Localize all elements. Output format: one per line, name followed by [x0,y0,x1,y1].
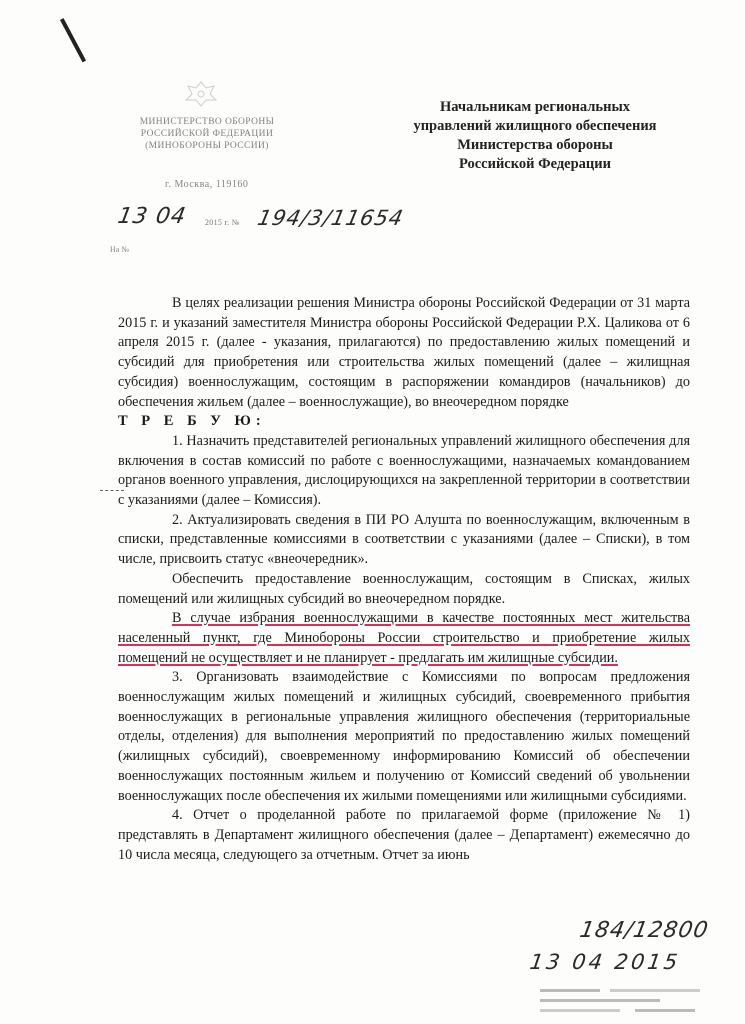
registration-year-label: 2015 г. № [205,218,240,227]
incoming-stamp-number: 184/12800 [577,918,711,943]
demand-heading: Т Р Е Б У Ю: [118,413,266,430]
paragraph-4: 4. Отчет о проделанной работе по прилагаемой форме (приложение № 1) представлять в Департамент жилищного обеспечения (далее – Департамент) ежемесячно до 10 числа месяца, следующего за отчетным. Отчет за июнь [118,807,690,863]
registration-date: 13 04 [115,204,189,229]
sender-line: (МИНОБОРОНЫ РОССИИ) [145,141,269,151]
addressee-line: Министерства обороны [457,137,613,153]
paragraph-3: 3. Организовать взаимодействие с Комиссиями по вопросам предложения военнослужащим жилых помещений и жилищных субсидий, своевременного прибытия военнослужащих в региональные управления жилищного обеспечения (территориальные отделы, отделения) для выполнения мероприятий по предоставлению жилых помещений (жилищных субсидий), своевременному информированию Комиссий об обеспечении военнослужащих постоянным жильем и получению от Комиссий сведений об увольнении военнослужащих после обеспечения их жилыми помещениями или жилищными субсидиями. [118,669,690,804]
sender-city: г. Москва, 119160 [165,179,249,190]
incoming-stamp-date: 13 04 2015 [528,950,682,974]
paragraph-1: 1. Назначить представителей региональных управлений жилищного обеспечения для включения в состав комиссий по работе с военнослужащими, назначаемых командованием органов военного управления, дислоцирующихся на закрепленной территории в соответствии с указаниями (далее – Комиссия). [118,432,690,509]
addressee-line: Начальникам региональных [439,99,631,115]
sender-block [112,116,302,152]
emblem-icon [178,78,224,110]
document-body [118,294,690,865]
paragraph-2c-highlighted: В случае избрания военнослужащими в качестве постоянных мест жительства населенный пункт, где Минобороны России строительство и приобретение жилых помещений не осуществляет и не планирует - предлагать им жилищные субсидии. [118,610,690,666]
sender-line: МИНИСТЕРСТВО ОБОРОНЫ [139,117,275,127]
corner-pen-mark [60,18,86,62]
intro-paragraph: В целях реализации решения Министра обороны Российской Федерации от 31 марта 2015 г. и указаний заместителя Министра обороны Российской Федерации Р.Х. Цаликова от 6 апреля 2015 г. (далее - указания, прилагаются) по предоставлению жилых помещений и субсидий для приобретения или строительства жилых помещений (далее – жилищная субсидия) военнослужащим, состоящим в распоряжении командиров (начальников) до обеспечения жильем (далее – военнослужащие), во внеочередном порядке [118,295,690,410]
addressee-block [385,98,685,174]
addressee-line: Российской Федерации [458,156,611,172]
sender-line: РОССИЙСКОЙ ФЕДЕРАЦИИ [140,129,274,139]
paragraph-2: 2. Актуализировать сведения в ПИ РО Алушта по военнослужащим, включенным в списки, представленные комиссиями в соответствии с указаниями (далее – Списки), в том числе, присвоить статус «внеочередник». [118,511,690,568]
registration-number: 194/3/11654 [255,206,406,230]
paragraph-2b: Обеспечить предоставление военнослужащим, состоящим в Списках, жилых помещений или жилищных субсидий во внеочередном порядке. [118,570,690,607]
stamp-fine-print [540,985,710,1019]
addressee-line: управлений жилищного обеспечения [413,118,657,134]
reference-label: На № [110,245,129,254]
